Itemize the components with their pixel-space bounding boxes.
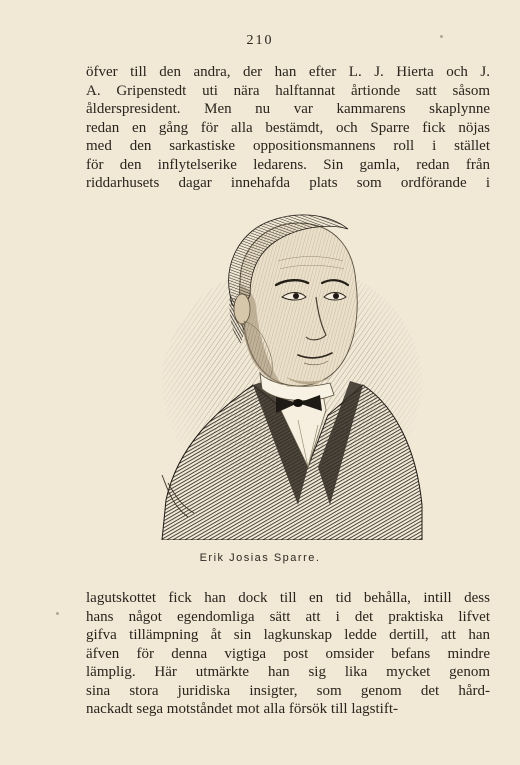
text-line: lagutskottet fick han dock till en tid behålla, intill dess [86,590,490,606]
text-line: för den inflytelserike ledarens. Sin gamla, redan från [86,156,490,173]
text-line: hans något egendomliga sätt att i det praktiska lifvet [86,608,490,625]
text-line: gifva tillämpning åt sin lagkunskap ledde dertill, att han [86,627,490,643]
bottom-paragraph [86,589,490,719]
text-line: äfven för denna vigtiga post omsider befans mindre [86,645,490,662]
paper-speck [440,35,443,38]
portrait-caption: Erik Josias Sparre. [199,552,321,564]
text-line: med den sarkastiske oppositionsmannens roll i stället [86,138,490,154]
text-line: öfver till den andra, der han efter L. J. Hierta och J. [86,64,490,80]
page-number: 210 [246,33,274,48]
text-line: ålderspresident. Men nu var kammarens skaplynne [86,101,490,117]
paper-speck [56,612,59,615]
top-paragraph [86,63,490,193]
text-line: redan en gång för alla bestämdt, och Sparre fick nöjas [86,119,490,136]
text-line: nackadt sega motståndet mot alla försök till lagstift- [86,701,399,717]
portrait-engraving [158,205,426,540]
text-line: sina stora juridiska insigter, som genom det hård- [86,682,490,699]
text-line: riddarhusets dagar innehafda plats som ordförande i [86,175,490,191]
text-line: A. Gripenstedt uti nära halftannat årtionde satt såsom [86,82,490,99]
text-line: lämplig. Här utmärkte han sig lika mycket genom [86,664,490,680]
